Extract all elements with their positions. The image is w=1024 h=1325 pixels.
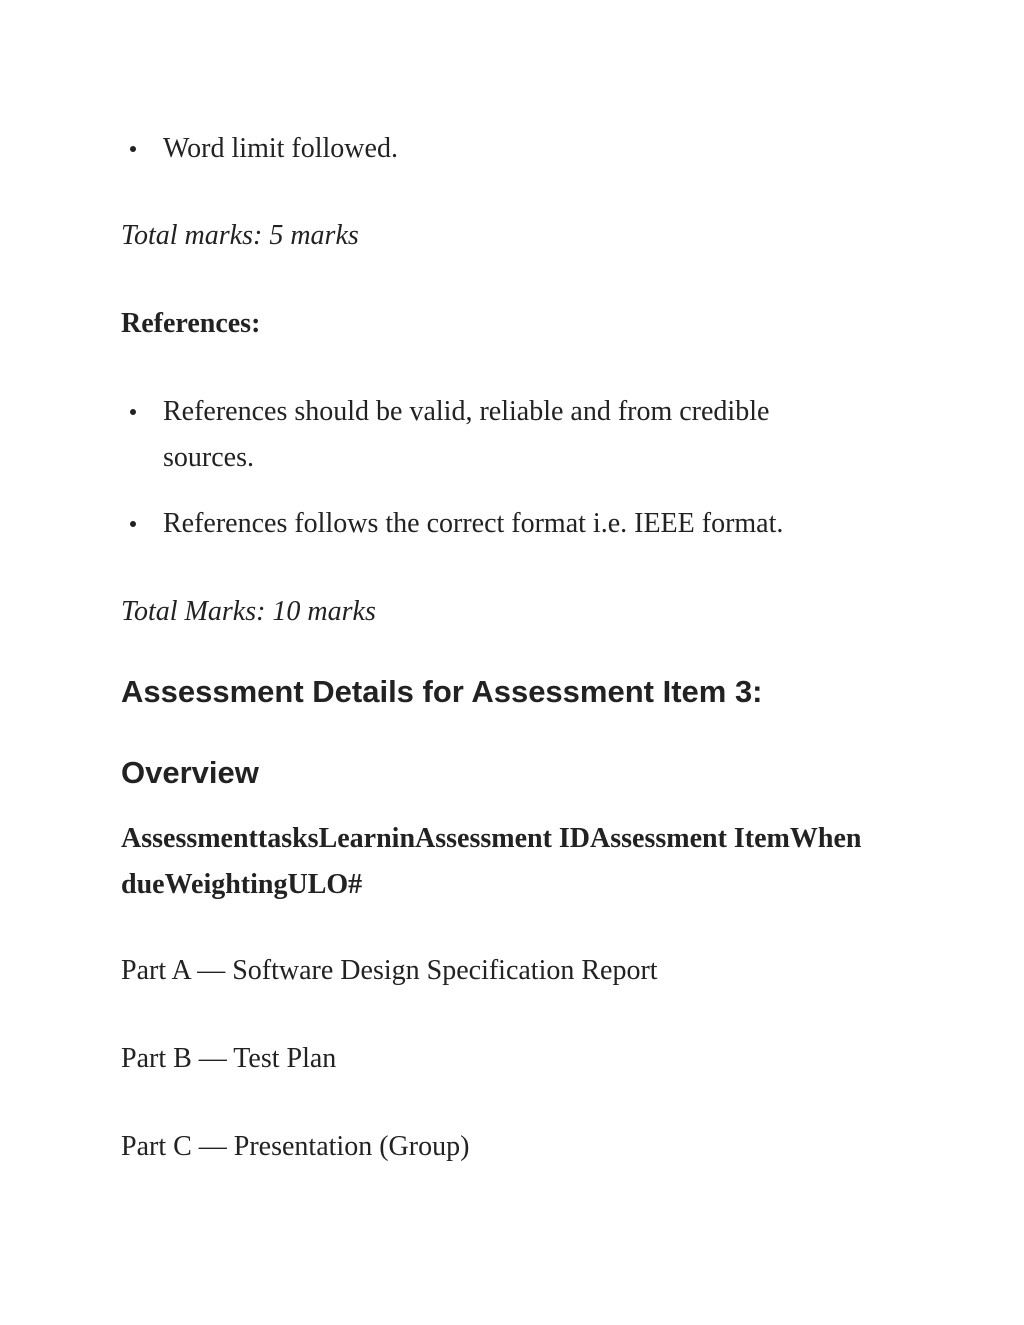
total-marks-line: Total Marks: 10 marks <box>121 596 376 627</box>
criteria-list <box>121 126 901 172</box>
references-list <box>121 389 901 547</box>
list-item <box>121 389 863 481</box>
bullet-icon <box>130 146 136 152</box>
list-item-text: References should be valid, reliable and from credible sources. <box>163 396 770 473</box>
assessment-part: Part C — Presentation (Group) <box>121 1131 470 1162</box>
list-item <box>121 501 901 547</box>
bullet-icon <box>130 409 136 415</box>
assessment-part: Part B — Test Plan <box>121 1043 337 1074</box>
list-item-text: References follows the correct format i.e. IEEE format. <box>163 508 784 539</box>
assessment-heading: Assessment Details for Assessment Item 3: <box>121 674 763 709</box>
list-item <box>121 126 901 172</box>
table-header-text: AssessmenttasksLearninAssessment IDAssessment ItemWhen dueWeightingULO# <box>121 823 862 900</box>
total-marks-line: Total marks: 5 marks <box>121 220 359 251</box>
assessment-part: Part A — Software Design Specification Report <box>121 955 658 986</box>
references-heading: References: <box>121 308 261 339</box>
list-item-text: Word limit followed. <box>163 133 398 164</box>
bullet-icon <box>130 521 136 527</box>
overview-heading: Overview <box>121 755 259 790</box>
